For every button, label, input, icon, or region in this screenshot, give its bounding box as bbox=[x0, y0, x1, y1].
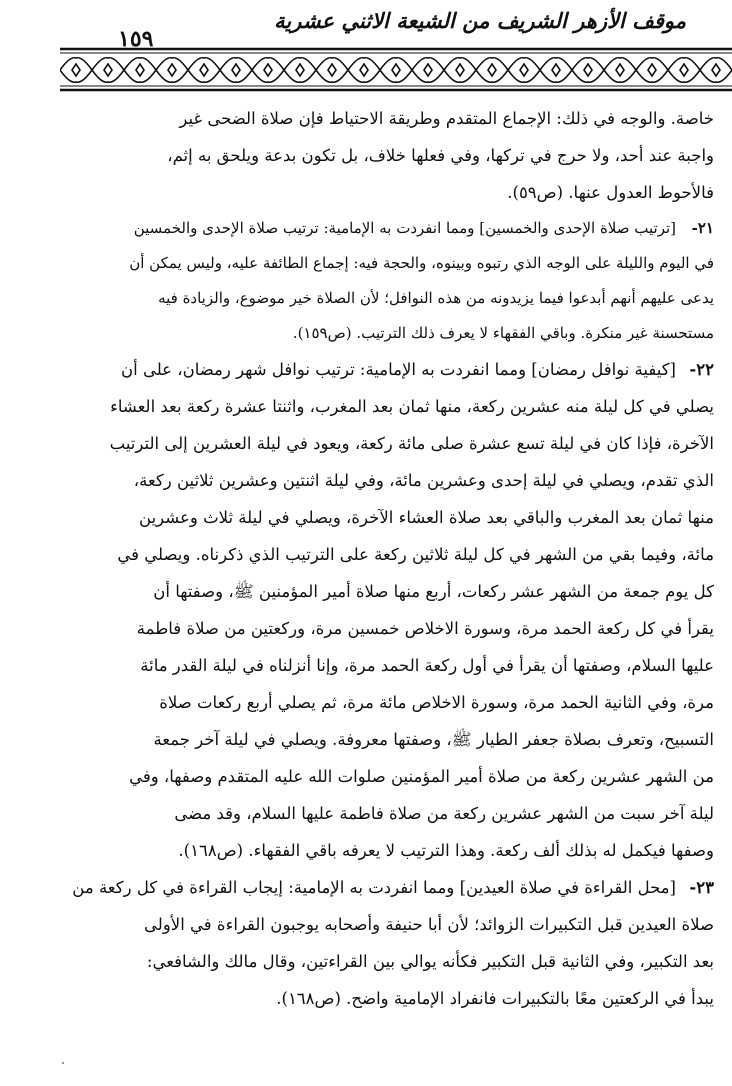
text-line: في اليوم والليلة على الوجه الذي رتبوه وبينوه، والحجة فيه: إجماع الطائفة عليه، وليس يمكن أن bbox=[129, 254, 714, 272]
text-line: منها ثمان بعد المغرب والباقي بعد صلاة العشاء الآخرة، ويصلي في ليلة ثلاث وعشرين bbox=[139, 508, 714, 527]
text-line bbox=[58, 351, 714, 388]
item-number: ٢٢- bbox=[689, 360, 714, 379]
item-number: ٢٣- bbox=[689, 878, 714, 897]
text-line: من الشهر عشرين ركعة من صلاة أمير المؤمنين صلوات الله عليه المتقدم وصفها، وفي bbox=[129, 767, 714, 786]
text-line: بعد التكبير، وفي الثانية قبل التكبير فكأنه يوالي بين القراءتين، وقال مالك والشافعي: bbox=[146, 952, 714, 971]
text-line: خاصة. والوجه في ذلك: الإجماع المتقدم وطريقة الاحتياط فإن صلاة الضحى غير bbox=[179, 109, 714, 128]
text-line bbox=[58, 211, 714, 246]
text-line: كل يوم جمعة من الشهر عشر ركعات، أربع منها صلاة أمير المؤمنين ﷺ، وصفتها أن bbox=[153, 582, 714, 601]
paragraph-21 bbox=[58, 211, 714, 351]
text-line: واجبة عند أحد، ولا حرج في تركها، وفي فعلها خلاف، بل تكون بدعة ويلحق به إثم، bbox=[167, 146, 714, 165]
text-line: وصفها فيكمل له بذلك ألف ركعة. وهذا الترتيب لا يعرفه باقي الفقهاء. (ص١٦٨). bbox=[178, 841, 714, 860]
header-ornament-band bbox=[60, 46, 732, 92]
page-body bbox=[58, 100, 714, 1020]
text-line-content: [كيفية نوافل رمضان] ومما انفردت به الإمامية: ترتيب نوافل شهر رمضان، على أن bbox=[121, 360, 676, 379]
text-line: مائة، وفيما بقي من الشهر في كل ليلة ثلاثين ركعة على الترتيب الذي ذكرناه. ويصلي في bbox=[117, 545, 714, 564]
text-line: مستحسنة غير منكرة. وباقي الفقهاء لا يعرف ذلك الترتيب. (ص١٥٩). bbox=[292, 324, 714, 342]
text-line: ليلة آخر سبت من الشهر عشرين ركعة من صلاة فاطمة عليها السلام، وقد مضى bbox=[174, 804, 714, 823]
text-line-content: [محل القراءة في صلاة العيدين] ومما انفردت به الإمامية: إيجاب القراءة في كل ركعة من bbox=[72, 878, 676, 897]
text-line bbox=[58, 869, 714, 906]
text-line: صلاة العيدين قبل التكبيرات الزوائد؛ لأن أبا حنيفة وأصحابه يوجبون القراءة في الأولى bbox=[144, 915, 714, 934]
text-line: يقرأ في كل ركعة الحمد مرة، وسورة الاخلاص خمسين مرة، وركعتين من صلاة فاطمة bbox=[136, 619, 714, 638]
paragraph-23 bbox=[58, 869, 714, 1017]
text-line: الآخرة، فإذا كان في ليلة تسع عشرة صلى مائة ركعة، ويعود في ليلة العشرين إلى الترتيب bbox=[109, 434, 714, 453]
paragraph-22 bbox=[58, 351, 714, 869]
text-line: يدعى عليهم أنهم أبدعوا فيما يزيدونه من هذه النوافل؛ لأن الصلاة خير موضوع، والزيادة فيه bbox=[158, 289, 714, 307]
text-line: الذي تقدم، ويصلي في ليلة إحدى وعشرين مائة، وفي ليلة اثنتين وعشرين ثلاثين ركعة، bbox=[133, 471, 714, 490]
text-line: التسبيح، وتعرف بصلاة جعفر الطيار ﷺ، وصفتها معروفة. ويصلي في ليلة آخر جمعة bbox=[153, 730, 714, 749]
page-number: ١٥٩ bbox=[118, 26, 154, 52]
text-line: يصلي في كل ليلة منه عشرين ركعة، منها ثمان بعد المغرب، واثنتا عشرة ركعة بعد العشاء bbox=[110, 397, 714, 416]
page-speck bbox=[62, 1062, 64, 1064]
text-line: فالأحوط العدول عنها. (ص٥٩). bbox=[507, 183, 714, 202]
paragraph-intro bbox=[58, 100, 714, 211]
text-line: يبدأ في الركعتين معًا بالتكبيرات فانفراد الإمامية واضح. (ص١٦٨). bbox=[276, 989, 714, 1008]
text-line-content: [ترتيب صلاة الإحدى والخمسين] ومما انفردت به الإمامية: ترتيب صلاة الإحدى والخمسين bbox=[133, 219, 676, 237]
text-line: مرة، وفي الثانية الحمد مرة، وسورة الاخلاص مائة مرة، ثم يصلي أربع ركعات صلاة bbox=[159, 693, 714, 712]
item-number: ٢١- bbox=[691, 219, 714, 237]
running-header bbox=[0, 0, 732, 95]
text-line: عليها السلام، وصفتها أن يقرأ في أول ركعة الحمد مرة، وإنا أنزلناه في ليلة القدر مائة bbox=[140, 656, 714, 675]
header-title: موقف الأزهر الشريف من الشيعة الاثني عشرية bbox=[274, 8, 686, 33]
